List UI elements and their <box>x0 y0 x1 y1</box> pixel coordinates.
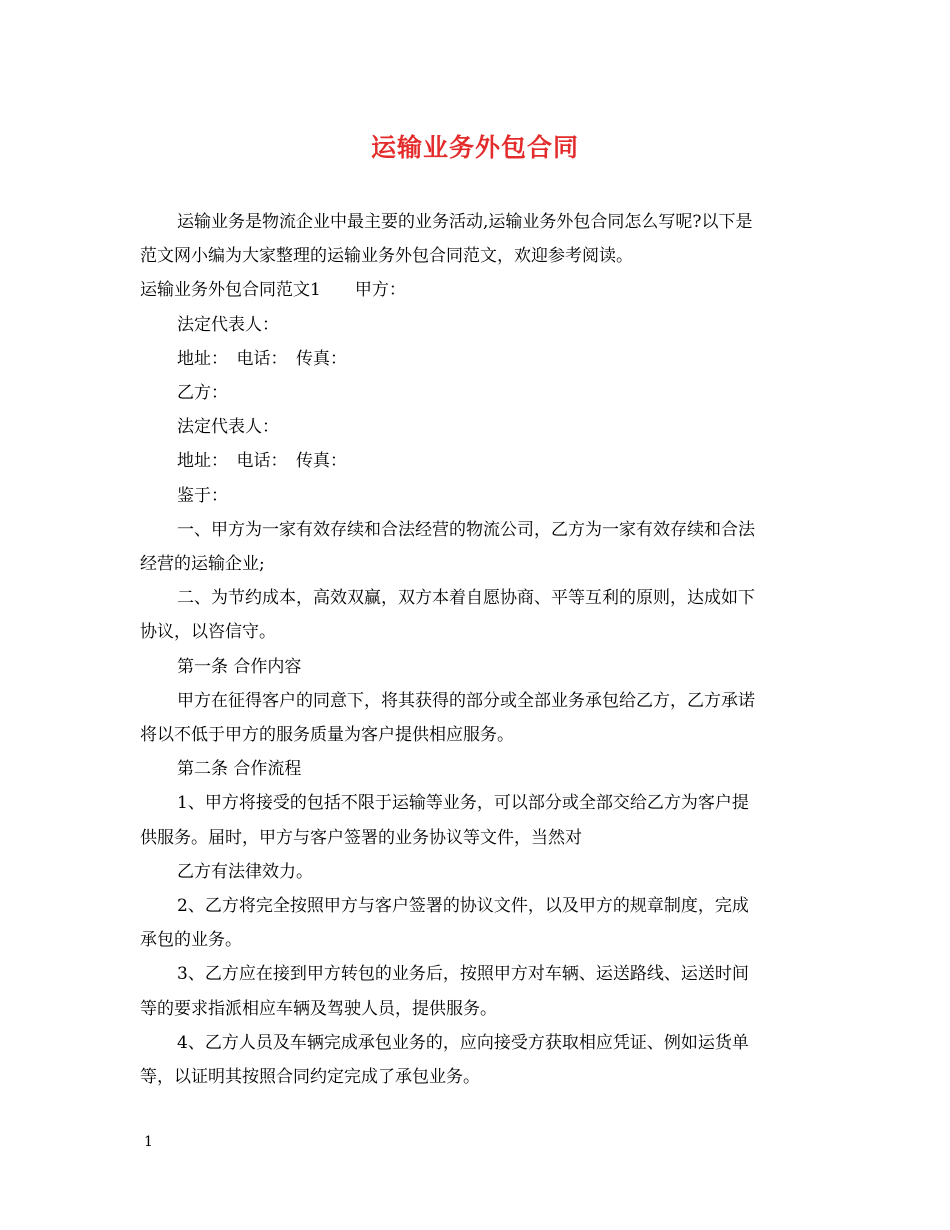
page-number: 1 <box>144 1134 153 1150</box>
text-line: 将以不低于甲方的服务质量为客户提供相应服务。 <box>140 725 514 746</box>
text-line: 2、乙方将完全按照甲方与客户签署的协议文件，以及甲方的规章制度，完成 <box>177 896 749 917</box>
text-line: 地址： 电话： 传真： <box>177 451 347 472</box>
document-title: 运输业务外包合同 <box>370 133 579 162</box>
text-line: 第二条 合作流程 <box>177 759 302 780</box>
text-line: 等，以证明其按照合同约定完成了承包业务。 <box>140 1067 480 1088</box>
text-line: 乙方： <box>177 383 228 404</box>
text-line: 鉴于： <box>177 485 228 506</box>
text-line: 4、乙方人员及车辆完成承包业务的，应向接受方获取相应凭证、例如运货单 <box>177 1032 749 1053</box>
text-line: 运输业务外包合同范文1 甲方： <box>140 280 406 301</box>
text-line: 乙方有法律效力。 <box>177 861 313 882</box>
text-line: 承包的业务。 <box>140 930 242 951</box>
document-body <box>140 205 812 1094</box>
text-line: 3、乙方应在接到甲方转包的业务后，按照甲方对车辆、运送路线、运送时间 <box>177 964 749 985</box>
text-line: 等的要求指派相应车辆及驾驶人员，提供服务。 <box>140 998 497 1019</box>
text-line: 法定代表人： <box>177 314 279 335</box>
text-line: 第一条 合作内容 <box>177 656 302 677</box>
text-line: 运输业务是物流企业中最主要的业务活动,运输业务外包合同怎么写呢?以下是 <box>177 212 753 232</box>
text-line: 法定代表人： <box>177 417 279 438</box>
text-line: 一、甲方为一家有效存续和合法经营的物流公司，乙方为一家有效存续和合法 <box>177 519 755 540</box>
text-line: 地址： 电话： 传真： <box>177 348 347 369</box>
text-line: 供服务。届时，甲方与客户签署的业务协议等文件，当然对 <box>140 827 582 848</box>
text-line: 二、为节约成本，高效双赢，双方本着自愿协商、平等互利的原则，达成如下 <box>177 588 755 609</box>
text-line: 协议，以咨信守。 <box>140 622 276 643</box>
text-line: 经营的运输企业; <box>140 554 265 575</box>
text-line: 范文网小编为大家整理的运输业务外包合同范文，欢迎参考阅读。 <box>140 246 633 267</box>
text-line: 1、甲方将接受的包括不限于运输等业务，可以部分或全部交给乙方为客户提 <box>177 793 749 814</box>
text-line: 甲方在征得客户的同意下，将其获得的部分或全部业务承包给乙方，乙方承诺 <box>177 690 755 711</box>
